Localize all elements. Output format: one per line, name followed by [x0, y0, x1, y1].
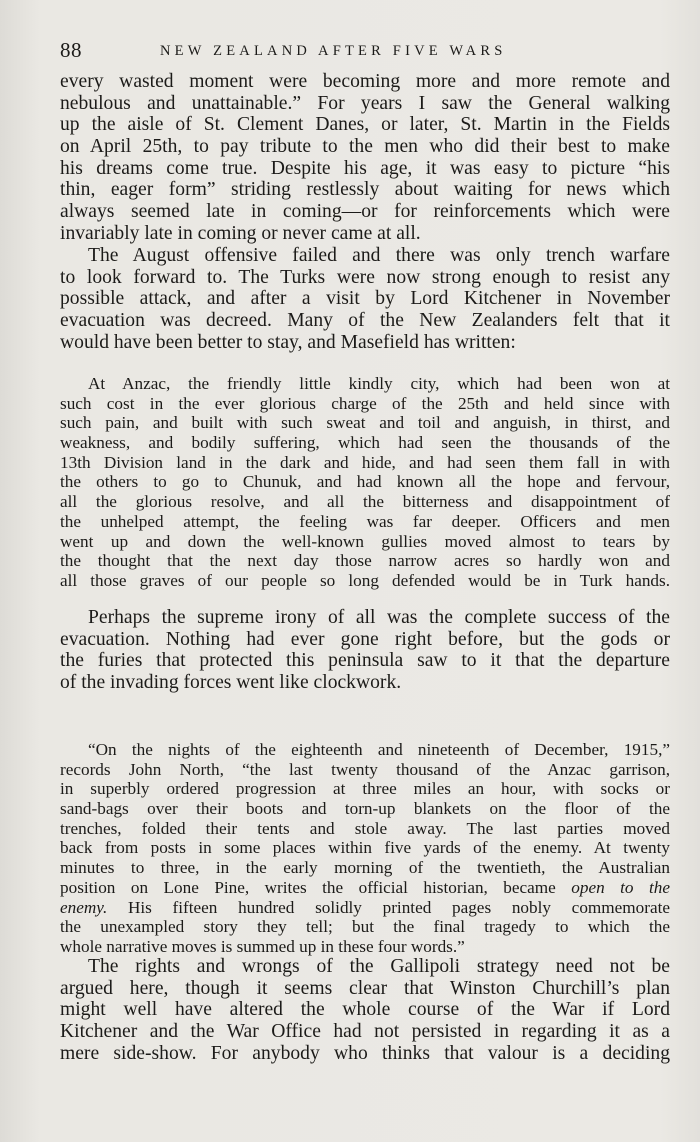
text-segment: position on Lone Pine, writes the official historian, became — [60, 877, 572, 897]
text-line: “On the nights of the eighteenth and nineteenth of December, 1915,” — [88, 740, 670, 759]
text-line: minutes to three, in the early morning of the twentieth, the Australian — [60, 858, 670, 878]
text-line — [60, 878, 670, 898]
text-line: At Anzac, the friendly little kindly city, which had been won at — [88, 374, 670, 393]
text-line: went up and down the well-known gullies moved almost to tears by — [60, 531, 670, 551]
text-line: back from posts in some places within five yards of the enemy. At twenty — [60, 838, 670, 858]
text-line: all the glorious resolve, and all the bitterness and disappointment of — [60, 492, 670, 512]
text-line: every wasted moment were becoming more and more remote and — [60, 71, 670, 92]
text-line: all those graves of our people so long defended would be in Turk hands. — [60, 570, 670, 590]
text-line: Perhaps the supreme irony of all was the complete success of the — [88, 607, 670, 628]
paragraph-2 — [60, 245, 670, 353]
text-line: invariably late in coming or never came at all. — [60, 222, 421, 244]
italic-phrase: open to the — [571, 877, 670, 897]
text-line: evacuation was decreed. Many of the New Zealanders felt that it — [60, 310, 670, 332]
page-number: 88 — [60, 38, 82, 62]
running-head: NEW ZEALAND AFTER FIVE WARS — [160, 43, 507, 59]
text-line: nebulous and unattainable.” For years I saw the General walking — [60, 92, 670, 114]
text-line: trenches, folded their tents and stole away. The last parties moved — [60, 818, 670, 838]
text-line: 13th Division land in the dark and hide, and had seen them fall in with — [60, 452, 670, 472]
text-line: always seemed late in coming—or for reinforcements which were — [60, 201, 670, 223]
text-line: the thought that the next day those narrow acres so hardly won and — [60, 551, 670, 571]
text-line: weakness, and bodily suffering, which had seen the thousands of the — [60, 433, 670, 453]
text-line: the unhelped attempt, the feeling was far deeper. Officers and men — [60, 511, 670, 531]
text-line: evacuation. Nothing had ever gone right before, but the gods or — [60, 628, 670, 650]
text-line: thin, eager form” striding restlessly about waiting for news which — [60, 179, 670, 201]
text-line: his dreams come true. Despite his age, it was easy to picture “his — [60, 157, 670, 179]
text-line: The rights and wrongs of the Gallipoli strategy need not be — [88, 956, 670, 977]
text-line: such cost in the ever glorious charge of the 25th and held since with — [60, 393, 670, 413]
text-line: possible attack, and after a visit by Lord Kitchener in November — [60, 288, 670, 310]
quotation-john-north — [60, 740, 670, 957]
text-line: the others to go to Chunuk, and had known all the hope and fervour, — [60, 472, 670, 492]
text-line: on April 25th, to pay tribute to the men who did their best to make — [60, 136, 670, 158]
text-line: might well have altered the whole course of the War if Lord — [60, 999, 670, 1021]
text-line: to look forward to. The Turks were now strong enough to resist any — [60, 266, 670, 288]
text-line: the unexampled story they tell; but the final tragedy to which the — [60, 917, 670, 937]
text-line: records John North, “the last twenty thousand of the Anzac garrison, — [60, 759, 670, 779]
text-line: such pain, and built with such sweat and toil and anguish, in thirst, and — [60, 413, 670, 433]
text-line: in superbly ordered progression at three miles an hour, with socks or — [60, 779, 670, 799]
paragraph-1 — [60, 71, 670, 245]
text-line: the furies that protected this peninsula saw to it that the departure — [60, 650, 670, 672]
text-line: argued here, though it seems clear that Winston Churchill’s plan — [60, 977, 670, 999]
text-segment: His fifteen hundred solidly printed pages nobly commemorate — [107, 897, 670, 917]
italic-phrase: enemy. — [60, 897, 108, 917]
quotation-masefield — [60, 374, 670, 591]
text-line — [60, 898, 670, 918]
text-line: up the aisle of St. Clement Danes, or later, St. Martin in the Fields — [60, 114, 670, 136]
text-line: Kitchener and the War Office had not persisted in regarding it as a — [60, 1021, 670, 1043]
paragraph-4 — [60, 956, 670, 1064]
text-line: would have been better to stay, and Masefield has written: — [60, 331, 516, 353]
text-line: The August offensive failed and there was only trench warfare — [88, 245, 670, 266]
text-line: of the invading forces went like clockwork. — [60, 672, 402, 694]
paragraph-3 — [60, 607, 670, 694]
text-line: whole narrative moves is summed up in these four words.” — [60, 936, 465, 956]
text-line: mere side-show. For anybody who thinks that valour is a deciding — [60, 1042, 670, 1064]
page-header — [60, 38, 670, 66]
text-line: sand-bags over their boots and torn-up blankets on the floor of the — [60, 799, 670, 819]
